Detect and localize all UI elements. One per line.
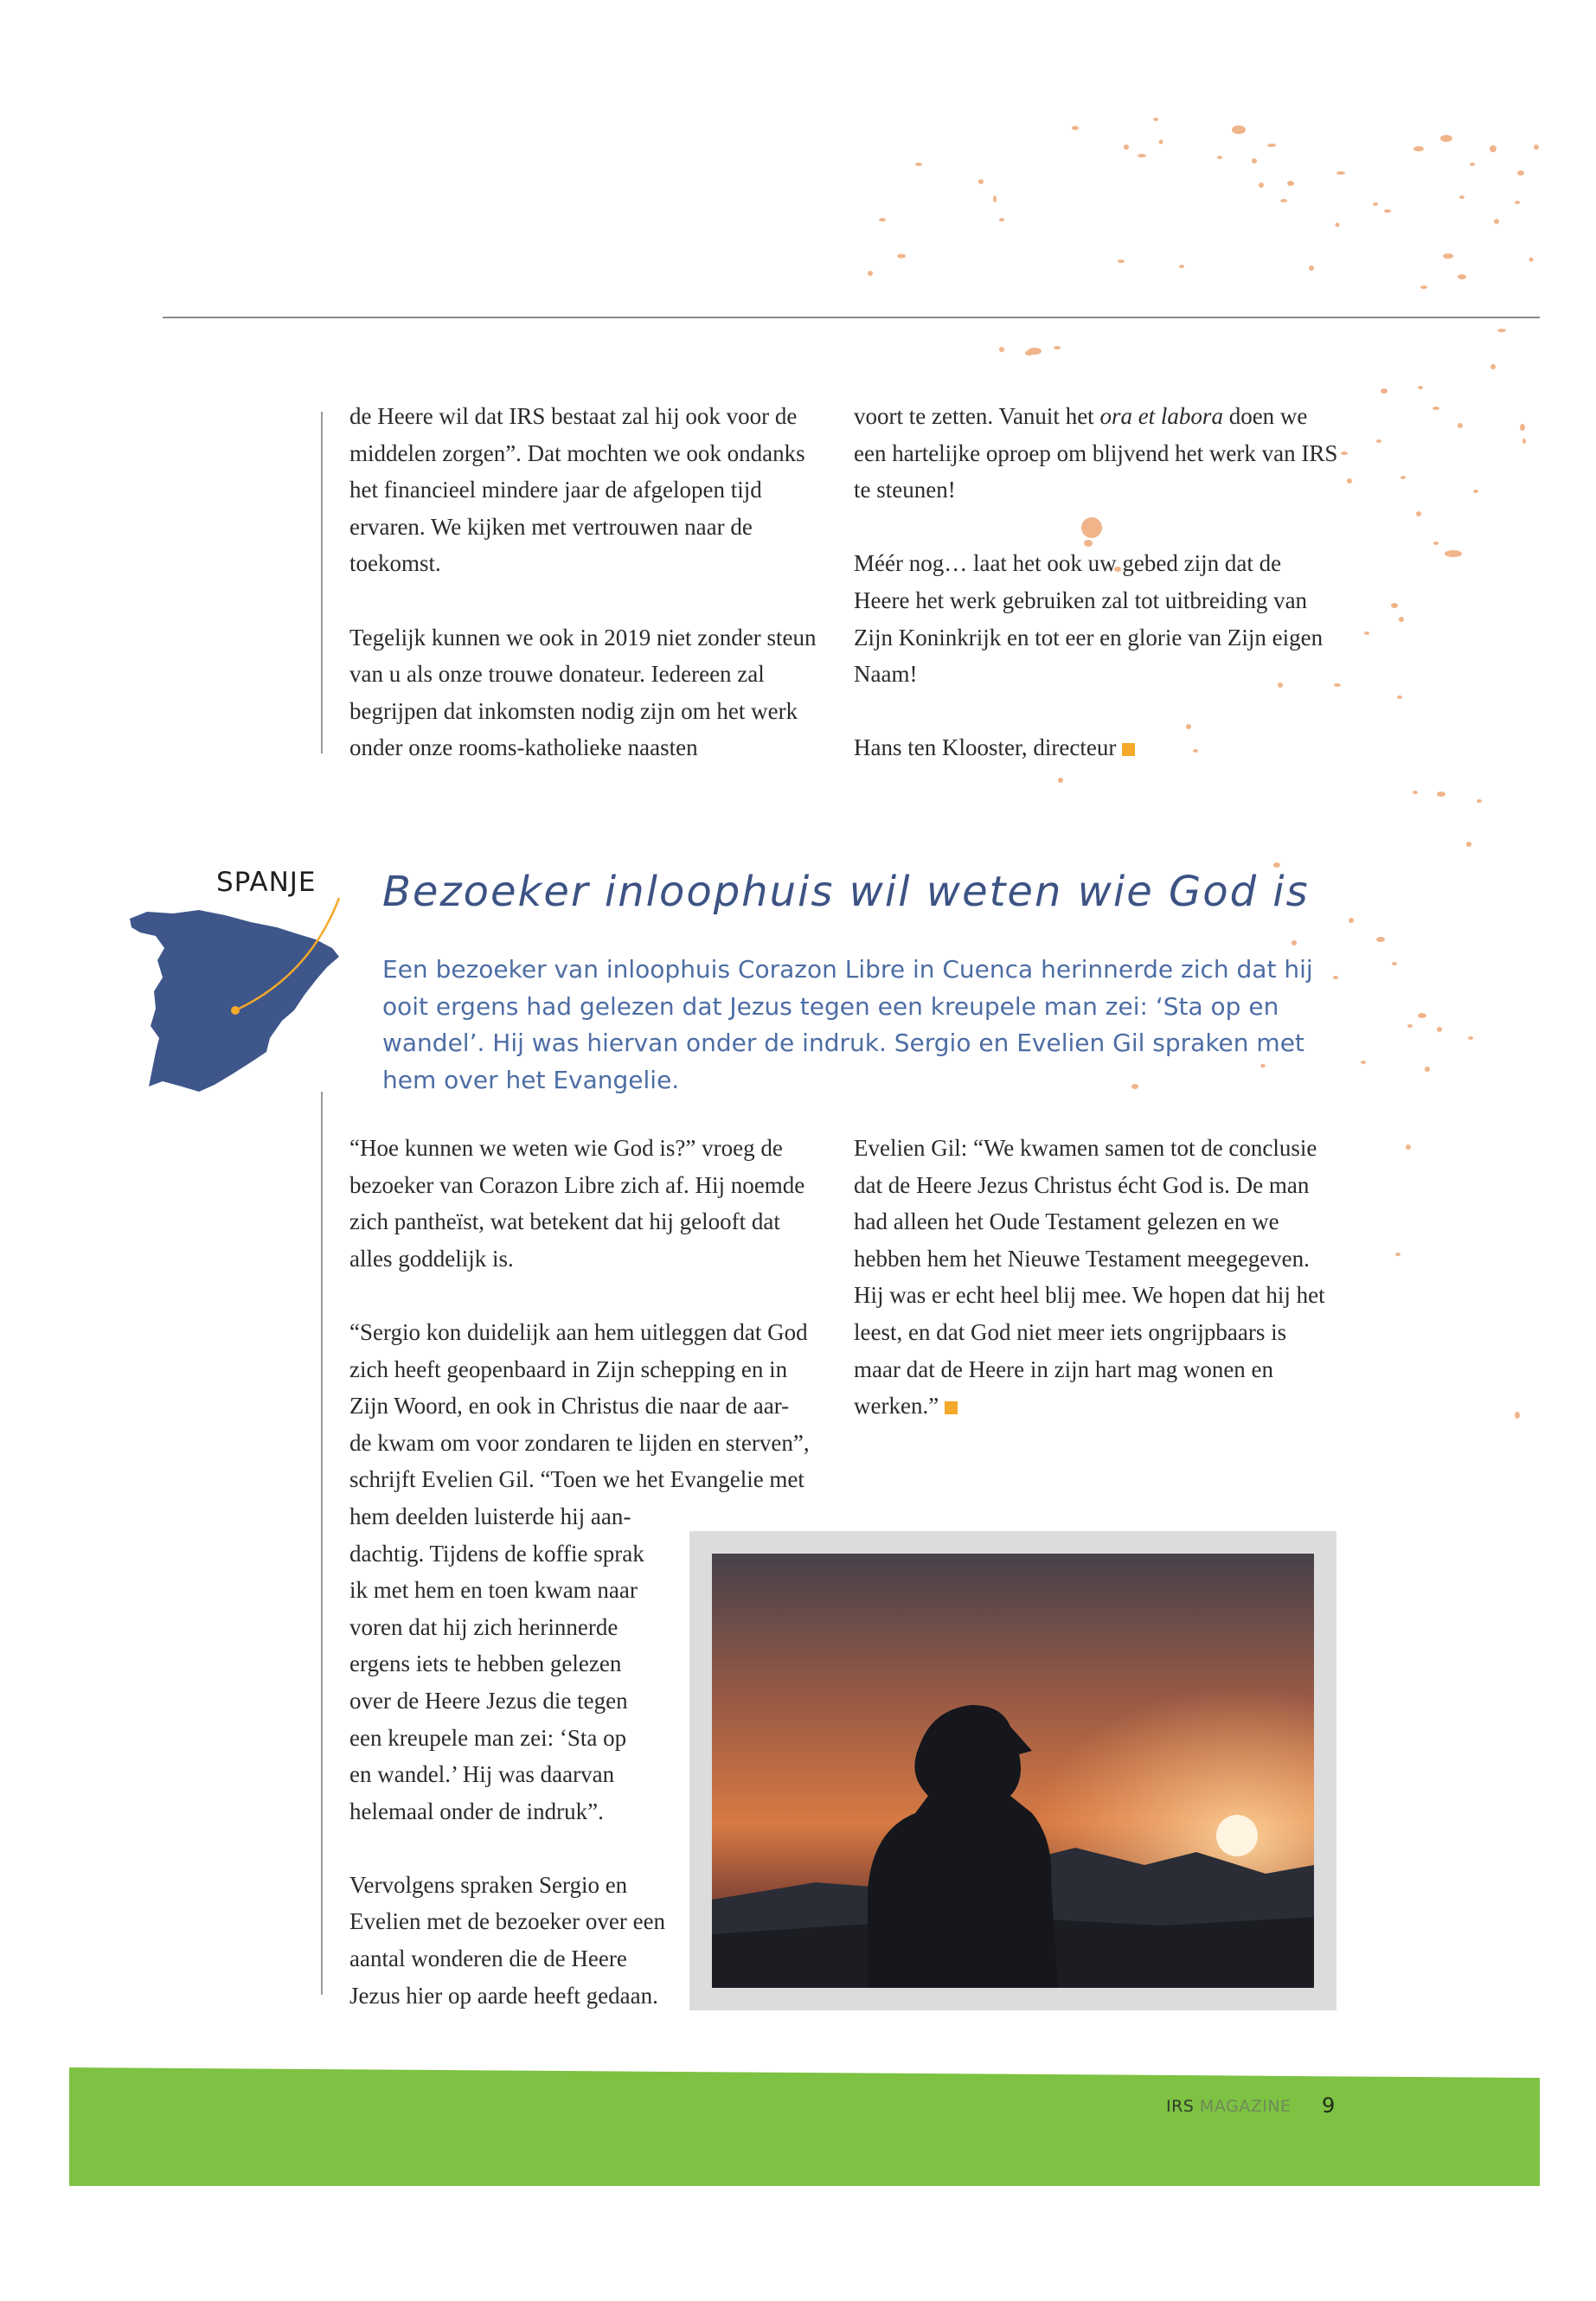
brand-name: IRS <box>1166 2097 1195 2116</box>
text-line: “Hoe kunnen we weten wie God is?” vroeg de <box>349 1135 783 1161</box>
text-line: ergens iets te hebben gelezen <box>349 1650 622 1677</box>
column-rule <box>321 1092 323 1995</box>
text-line: hem deelden luisterde hij aan- <box>349 1503 631 1529</box>
article-column-2 <box>854 1130 1338 1425</box>
paragraph: voort te zetten. Vanuit het ora et labora doen we een hartelijke oproep om blijvend het werk van IRS te steunen! <box>854 403 1338 503</box>
country-label: SPANJE <box>216 867 317 898</box>
text-line: helemaal onder de indruk”. <box>349 1798 604 1824</box>
magazine-label <box>1166 2097 1292 2116</box>
header-divider <box>163 317 1540 318</box>
end-mark-icon <box>1122 743 1135 756</box>
text-line: zich pantheïst, wat betekent dat hij gelooft dat <box>349 1208 780 1235</box>
sunset-silhouette-photo <box>712 1554 1314 1988</box>
magazine-word: MAGAZINE <box>1199 2097 1292 2116</box>
text-line: voren dat hij zich herinnerde <box>349 1613 619 1640</box>
text-line: alles goddelijk is. <box>349 1245 514 1272</box>
text-line: “Sergio kon duidelijk aan hem uitleggen dat God <box>349 1318 808 1345</box>
article-lead: Een bezoeker van inloophuis Corazon Libre in Cuenca herinnerde zich dat hij ooit ergens had gelezen dat Jezus tegen een kreupele man zei: ‘Sta op en wandel’. Hij was hiervan onder de indruk. Sergio en Evelien Gil spraken met hem over het Evangelie. <box>382 955 1313 1094</box>
spain-map-icon <box>121 874 363 1107</box>
text-line: en wandel.’ Hij was daarvan <box>349 1761 615 1788</box>
continued-column-1 <box>349 398 834 766</box>
signature: Hans ten Klooster, directeur <box>854 729 1338 766</box>
paragraph: de Heere wil dat IRS bestaat zal hij ook voor de middelen zorgen”. Dat mochten we ook ondanks het financieel mindere jaar de afgelopen tijd ervaren. We kijken met vertrouwen naar de toekomst. <box>349 403 805 577</box>
column-rule <box>321 412 323 753</box>
text-line: Evelien met de bezoeker over een <box>349 1908 666 1935</box>
photo-frame <box>689 1531 1336 2010</box>
text-line: Vervolgens spraken Sergio en <box>349 1871 628 1898</box>
continued-column-2 <box>854 398 1338 766</box>
text-line: de kwam om voor zondaren te lijden en sterven”, <box>349 1429 810 1456</box>
text-line: ik met hem en toen kwam naar <box>349 1577 638 1604</box>
footer-band <box>69 2067 1540 2186</box>
paragraph: Méér nog… laat het ook uw gebed zijn dat de Heere het werk gebruiken zal tot uitbreiding van Zijn Koninkrijk en tot eer en glorie van Zijn eigen Naam! <box>854 550 1324 688</box>
paragraph: Evelien Gil: “We kwamen samen tot de conclusie dat de Heere Jezus Christus écht God is. De man had alleen het Oude Testament gelezen en we hebben hem het Nieuwe Testament meegegeven. Hij was er echt heel blij mee. We hopen dat hij het leest, en dat God niet meer iets ongrijpbaars is maar dat de Heere in zijn hart mag wonen en werken.” <box>854 1135 1325 1420</box>
page-number: 9 <box>1322 2093 1336 2118</box>
latin-phrase: ora et labora <box>1099 403 1223 429</box>
text-line: over de Heere Jezus die tegen <box>349 1687 628 1714</box>
text-line: bezoeker van Corazon Libre zich af. Hij noemde <box>349 1171 805 1198</box>
text-line: Jezus hier op aarde heeft gedaan. <box>349 1982 658 2009</box>
text-line: zich heeft geopenbaard in Zijn schepping en in <box>349 1356 788 1382</box>
text-line: Zijn Woord, en ook in Christus die naar de aar- <box>349 1393 790 1420</box>
text-line: dachtig. Tijdens de koffie sprak <box>349 1540 644 1567</box>
text-line: schrijft Evelien Gil. “Toen we het Evangelie met <box>349 1466 804 1493</box>
end-mark-icon <box>945 1401 958 1414</box>
paragraph: Tegelijk kunnen we ook in 2019 niet zonder steun van u als onze trouwe donateur. Iedereen zal begrijpen dat inkomsten nodig zijn om het werk onder onze rooms-katholieke naasten <box>349 624 817 761</box>
text-line: een kreupele man zei: ‘Sta op <box>349 1724 627 1751</box>
article-title: Bezoeker inloophuis wil weten wie God is <box>382 868 1310 916</box>
text-line: aantal wonderen die de Heere <box>349 1945 627 1972</box>
